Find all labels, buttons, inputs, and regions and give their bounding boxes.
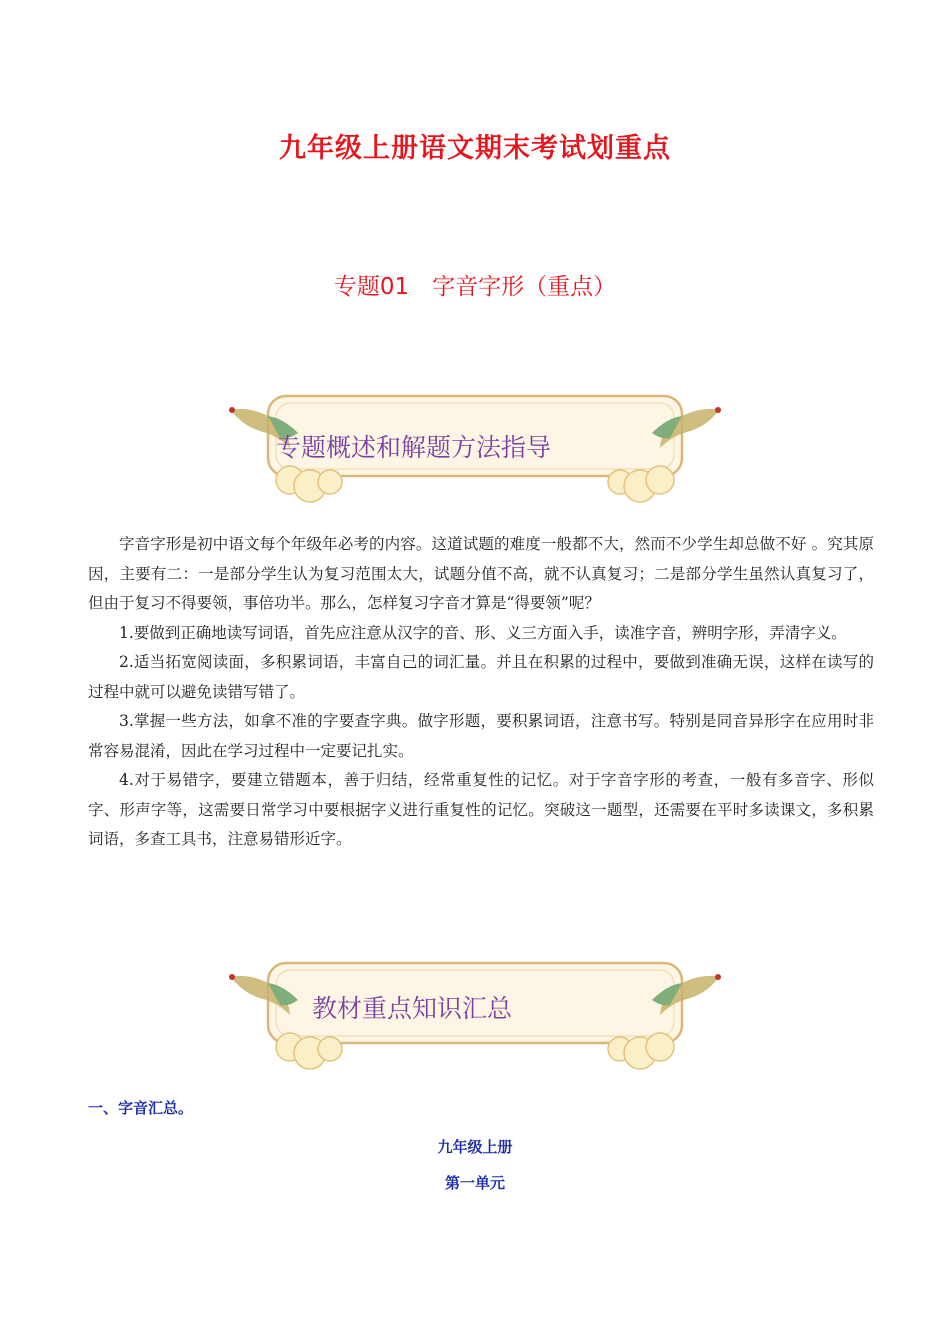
summary-banner-title: 教材重点知识汇总: [312, 994, 513, 1023]
paragraph-point-3: 3.掌握一些方法，如拿不准的字要查字典。做字形题，要积累词语，注意书写。特别是同音异形字在应用时非常容易混淆，因此在学习过程中一定要记扎实。: [88, 712, 874, 760]
intro-body: [88, 530, 874, 855]
paragraph-point-2: 2.适当拓宽阅读面，多积累词语，丰富自己的词汇量。并且在积累的过程中，要做到准确无误，这样在读写的过程中就可以避免读错写错了。: [88, 653, 874, 701]
overview-banner-title: 专题概述和解题方法指导: [276, 433, 552, 462]
document-subtitle: 专题01 字音字形（重点）: [333, 274, 617, 300]
book-heading: 九年级上册: [437, 1138, 513, 1156]
paragraph-point-1: 1.要做到正确地读写词语，首先应注意从汉字的音、形、义三方面入手，读准字音，辨明字形，弄清字义。: [119, 623, 847, 642]
paragraph-intro: 字音字形是初中语文每个年级年必考的内容。这道试题的难度一般都不大，然而不少学生却总做不好 。究其原因，主要有二：一是部分学生认为复习范围太大，试题分值不高，就不认真复习；二是部分学生虽然认真复习了，但由于复习不得要领，事倍功半。那么，怎样复习字音才算是“得要领”呢？: [88, 535, 874, 612]
overview-banner: [228, 388, 722, 506]
paragraph-point-4: 4.对于易错字，要建立错题本，善于归结，经常重复性的记忆。对于字音字形的考查，一般有多音字、形似字、形声字等，这需要日常学习中要根据字义进行重复性的记忆。突破这一题型，还需要在平时多读课文，多积累词语，多查工具书，注意易错形近字。: [88, 771, 874, 848]
summary-banner: [228, 955, 722, 1073]
document-title: 九年级上册语文期末考试划重点: [279, 133, 671, 164]
unit-heading: 第一单元: [444, 1174, 505, 1192]
section-heading: 一、字音汇总。: [88, 1099, 194, 1117]
